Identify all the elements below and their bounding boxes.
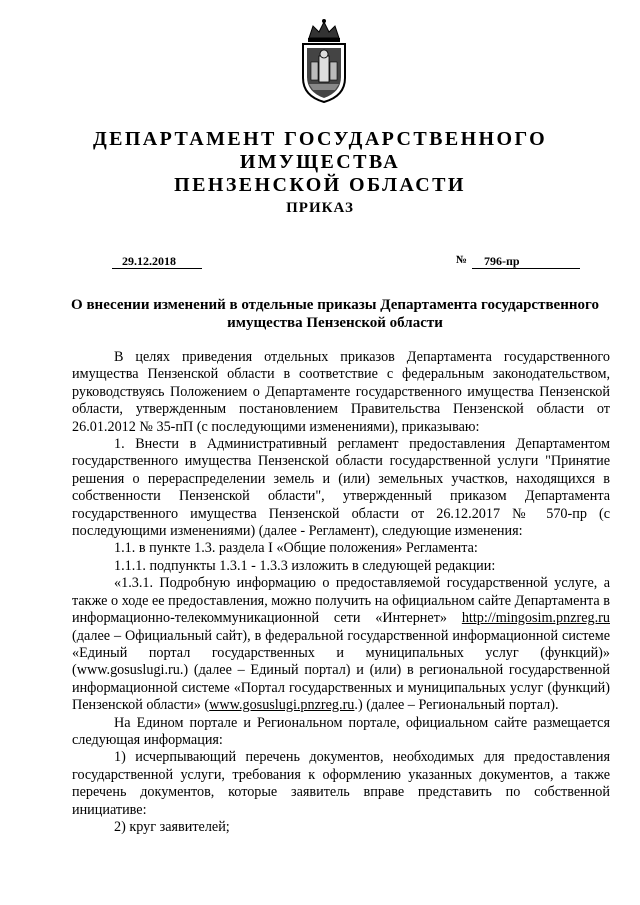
list-item-1: 1) исчерпывающий перечень документов, необходимых для предоставления государственной услуги, требования к оформлению указанных документов, а также перечень документов, которые заявитель вправе представить по собственной инициативе: <box>72 749 610 818</box>
order-number-sign: № <box>456 254 468 266</box>
clause-1-1-paragraph: 1.1. в пункте 1.3. раздела I «Общие положения» Регламента: <box>114 540 478 557</box>
order-body <box>72 349 610 836</box>
penza-coat-of-arms-icon <box>295 18 353 104</box>
portal-info-paragraph: На Едином портале и Региональном портале, официальном сайте размещается следующая информация: <box>72 714 610 748</box>
preamble-paragraph: В целях приведения отдельных приказов Департамента государственного имущества Пензенской области в соответствие с федеральным законодательством, руководствуясь Положением о Департаменте государственного имущества Пензенской области, утвержденным постановлением Правительства Пензенской области от 26.01.2012 № 35-пП (с последующими изменениями), приказываю: <box>72 349 610 435</box>
clause-1-paragraph: 1. Внести в Административный регламент предоставления Департаментом государственного имущества Пензенской области государственной услуги "Принятие решения о перераспределении земель и (или) земельных участков, находящихся в собственности Пензенской области", утвержденный приказом Департамента государственного имущества Пензенской области от 26.12.2017 № 570-пр (с последующими изменениями) (далее - Регламент), следующие изменения: <box>72 436 610 540</box>
order-number: 796-пр <box>472 254 580 269</box>
list-item-2: 2) круг заявителей; <box>114 818 230 835</box>
clause-1-3-1-text-b: (далее – Официальный сайт), в федеральной государственной информационной системе «Единый портал государственных и муниципальных услуг (функций)» (www.gosuslugi.ru.) (далее – Единый портал) и (или) в региональной государственной информационной системе «Портал государственных и муниципальных услуг (функций) Пензенской области» ( <box>72 627 610 714</box>
clause-1-3-1-text-a: «1.3.1. Подробную информацию о предоставляемой государственной услуге, а также о ходе ее предоставления, можно получить на официальном сайте Департамента в информационно-телекоммуникационной сети «Интернет» <box>72 575 610 627</box>
department-line-1: ДЕПАРТАМЕНТ ГОСУДАРСТВЕННОГО ИМУЩЕСТВА <box>92 128 548 173</box>
regional-portal-link[interactable]: www.gosuslugi.pnzreg.ru <box>209 697 355 714</box>
department-line-2: ПЕНЗЕНСКОЙ ОБЛАСТИ <box>174 174 466 196</box>
department-name <box>40 128 600 197</box>
clause-1-3-1-text-c: .) (далее – Региональный портал). <box>354 697 559 714</box>
order-date: 29.12.2018 <box>112 254 202 269</box>
document-type-heading: ПРИКАЗ <box>286 200 354 216</box>
order-title: О внесении изменений в отдельные приказы Департамента государственного имущества Пензенской области <box>71 297 599 331</box>
official-site-link[interactable]: http://mingosim.pnzreg.ru <box>461 610 610 627</box>
clause-1-1-1-paragraph: 1.1.1. подпункты 1.3.1 - 1.3.3 изложить в следующей редакции: <box>114 557 496 574</box>
clause-1-3-1-paragraph <box>72 575 610 714</box>
